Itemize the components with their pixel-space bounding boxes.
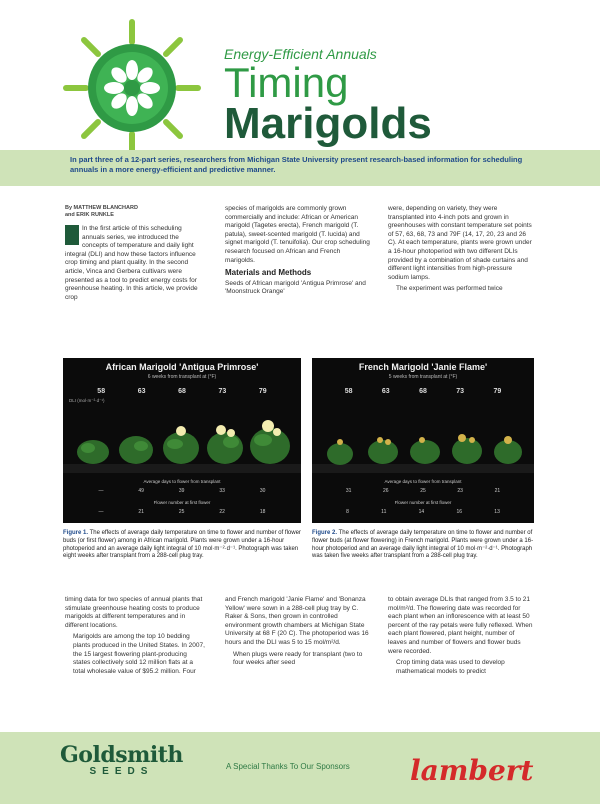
lambert-logo [410, 748, 534, 790]
series-label: Energy-Efficient Annuals [224, 46, 377, 62]
figure-2-temps [312, 388, 534, 395]
figure-1-dli-label: DLI (mol·m⁻²·d⁻¹) [69, 398, 105, 403]
intro-text: In part three of a 12-part series, researchers from Michigan State University present research-based information for scheduling annuals in a more energy-efficient and predictive manner. [70, 155, 523, 174]
column-1-text: In the first article of this scheduling annuals series, we introduced the concepts of temperature and daily light integral (DLI) and how these factors influence crop timing and plant quality. In the second article, Vinca and Gerbera cultivars were presented as a tool to predict energy costs for greenhouse heating. In this article, we provide crop [65, 225, 198, 301]
value-cell: 14 [418, 509, 425, 515]
figure-1-row2-values [63, 509, 301, 515]
value-cell: — [98, 509, 104, 515]
temp-label: 73 [218, 388, 227, 395]
figure-2-title: French Marigold 'Janie Flame' [358, 362, 488, 372]
figure-2-photo [312, 358, 534, 523]
value-cell: 25 [420, 488, 426, 494]
value-cell: 18 [259, 509, 266, 515]
figure-2-row2-label: Flower number at first flower [394, 500, 452, 505]
column-5-text-b: When plugs were ready for transplant (two to four weeks after seed [233, 650, 363, 667]
column-6 [388, 596, 533, 676]
temp-label: 73 [456, 388, 465, 395]
value-cell: 21 [494, 488, 501, 494]
column-5-text: and French marigold 'Janie Flame' and 'Bonanza Yellow' were sown in a 288-cell plug tray by C. Raker & Sons, then grown in controlled environment growth chambers at Michigan State University at 68 F (20 C). The photoperiod was 16 hours and the DLI was 5 to 15 mol/m²/d. [225, 596, 369, 646]
goldsmith-seeds: SEEDS [89, 766, 154, 777]
author-byline [65, 205, 205, 219]
column-5 [225, 596, 370, 668]
value-cell: 49 [138, 488, 144, 494]
value-cell: 23 [457, 488, 463, 494]
column-6-text-b: Crop timing data was used to develop mathematical models to predict [396, 659, 505, 675]
temp-label: 63 [137, 388, 146, 395]
value-cell: — [98, 488, 104, 494]
figure-1-caption-label: Figure 1. [63, 530, 89, 536]
sponsor-thanks: A Special Thanks To Our Sponsors [226, 762, 350, 771]
figure-1-row1-values [63, 488, 301, 494]
value-cell: 13 [494, 509, 500, 515]
column-3-text: were, depending on variety, they were transplanted into 4-inch pots and grown in greenhouses with constant temperature set points of 57, 63, 68, 73 and 79F (14, 17, 20, 23 and 26 C). At each temperature, plants were grown under a 16-hour photoperiod with two different DLIs provided by a combination of shade curtains and different light intensities from high-pressure sodium lamps. [388, 205, 532, 281]
value-cell: 22 [219, 509, 225, 515]
figure-1-subtitle: 6 weeks from transplant at (°F) [147, 374, 217, 380]
figure-2-row1-values [312, 488, 534, 494]
value-cell: 21 [138, 509, 144, 515]
section-heading: Materials and Methods [225, 268, 312, 278]
value-cell: 8 [346, 509, 349, 515]
temp-label: 68 [419, 388, 427, 395]
temp-label: 79 [258, 388, 267, 395]
column-6-text: to obtain average DLIs that ranged from 3.5 to 21 mol/m²/d. The flowering date was recorded for each plant when an inflorescence with at least 50 percent of the ray petals were fully reflexed. When each plant flowered, plant height, number of leaves and number of flowers and flower buds were recorded. [388, 596, 533, 655]
value-cell: 25 [178, 509, 185, 515]
column-2-text: species of marigolds are commonly grown commercially and include: African or American marigold (Tagetes erecta), French marigold (T. patula), sweet-scented marigold (T. lucida) and signet marigold (T. tenuifolia). Our crop scheduling research focused on African and French marigolds. [225, 205, 370, 264]
figure-2-plants [312, 418, 534, 473]
column-1 [65, 205, 205, 302]
dropcap [65, 225, 79, 245]
figure-2-caption-label: Figure 2. [312, 530, 338, 536]
column-2-text-b: Seeds of African marigold 'Antigua Primrose' and 'Moonstruck Orange' [225, 279, 366, 296]
column-3-text-b: The experiment was performed twice [396, 285, 503, 293]
title-line-2: Marigolds [224, 99, 432, 148]
column-2 [225, 205, 370, 297]
figure-2-row2-values [312, 509, 534, 515]
figure-2-caption [312, 530, 534, 561]
temp-label: 79 [493, 388, 502, 395]
figure-1-row2-label: Flower number at first flower [153, 500, 211, 505]
value-cell: 26 [383, 488, 389, 494]
figure-1-temps [63, 388, 301, 395]
column-4-text: timing data for two species of annual plants that stimulate greenhouse heating costs to produce marigolds at different temperatures and in different locations. [65, 596, 203, 629]
temp-label: 63 [381, 388, 390, 395]
value-cell: 39 [178, 488, 185, 494]
value-cell: 33 [219, 488, 225, 494]
goldsmith-wordmark: Goldsmith [60, 742, 183, 768]
value-cell: 31 [345, 488, 352, 494]
temp-label: 58 [344, 388, 353, 395]
temp-label: 58 [97, 388, 106, 395]
value-cell: 30 [259, 488, 266, 494]
figure-1-photo [63, 358, 301, 523]
figure-1-title: African Marigold 'Antigua Primrose' [105, 362, 259, 372]
column-3 [388, 205, 533, 294]
temp-label: 68 [178, 388, 186, 395]
figure-1-caption-text: The effects of average daily temperature on time to flower and number of flower buds (or first flower) among in African marigold. Plants were grown under a 16-hour photoperiod and an average daily light integral of 10 mol·m⁻²·d⁻¹. Photograph was taken eight weeks after transplant from a 288-cell plug tray. [63, 530, 301, 560]
figure-2-caption-text: The effects of average daily temperature on time to flower and number of flower buds (at flower flowering) in French marigold. Plants were grown under a 16-hour photoperiod and an average daily light integral of 10 mol·m⁻²·d⁻¹. Photograph was taken five weeks after transplant from a 288-cell plug tray. [312, 530, 534, 560]
figure-1-row1-label: Average days to flower from transplant [143, 479, 221, 484]
column-4-text-b: Marigolds are among the top 10 bedding plants produced in the United States. In 2007, the 15 largest flowering plant-producing states collectively sold 12 million flats at a total wholesale value of $95.2 million. Four [73, 633, 205, 675]
value-cell: 16 [456, 509, 463, 515]
figure-1-caption [63, 530, 301, 561]
author-2: and ERIK RUNKLE [65, 212, 114, 218]
figure-2-row1-label: Average days to flower from transplant [384, 479, 462, 484]
column-4 [65, 596, 205, 676]
lambert-wordmark: lambert [410, 754, 534, 787]
energy-efficient-logo [62, 18, 202, 158]
goldsmith-logo [60, 742, 183, 777]
figure-2-subtitle: 5 weeks from transplant at (°F) [388, 374, 458, 380]
value-cell: 11 [381, 509, 387, 515]
figure-1-plants [63, 418, 301, 473]
title-line-1: Timing [224, 59, 349, 106]
author-1: By MATTHEW BLANCHARD [65, 205, 138, 211]
